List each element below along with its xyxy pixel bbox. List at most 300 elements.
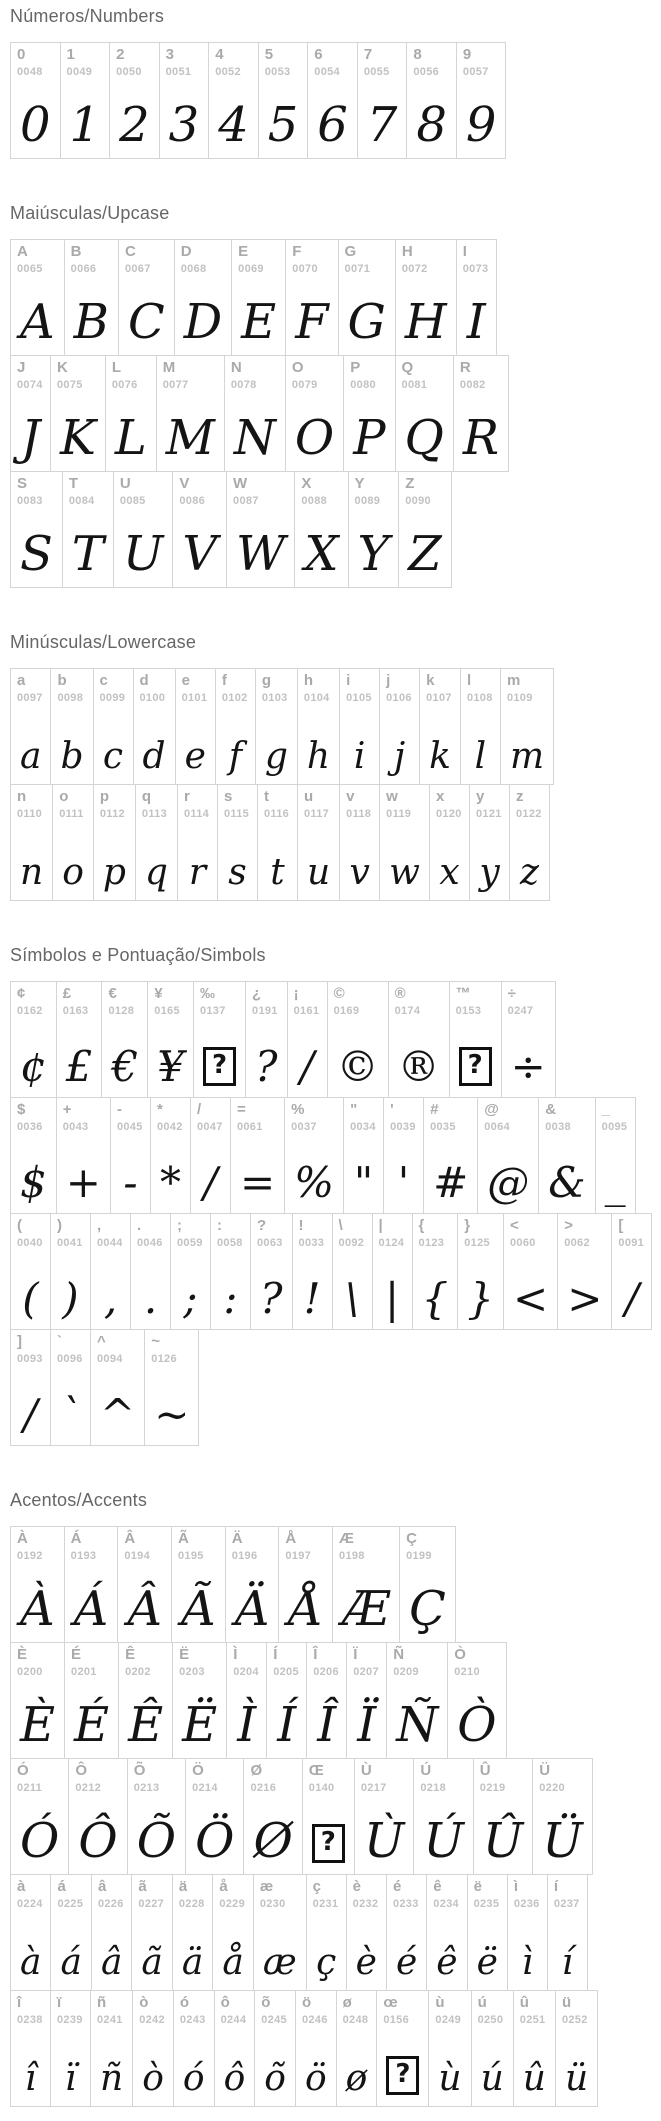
glyph-row xyxy=(10,239,661,356)
glyph-cell xyxy=(460,668,501,785)
glyph-preview: é xyxy=(395,1941,418,1983)
cell-character-label: : xyxy=(217,1217,222,1234)
cell-character-label: z xyxy=(515,788,524,805)
glyph-cell xyxy=(215,668,256,785)
glyph-row xyxy=(10,1758,661,1875)
glyph-preview: Ï xyxy=(357,1696,377,1753)
glyph-cell xyxy=(135,784,178,901)
cell-unicode-code: 0209 xyxy=(393,1665,419,1678)
glyph-preview: } xyxy=(467,1274,494,1324)
glyph-cell xyxy=(306,1642,347,1759)
glyph-cell xyxy=(90,1329,145,1446)
glyph-cell xyxy=(10,1758,69,1875)
glyph-preview: Ë xyxy=(182,1696,218,1753)
glyph-preview: Î xyxy=(317,1696,337,1753)
glyph-preview: ö xyxy=(304,2057,327,2099)
cell-unicode-code: 0053 xyxy=(264,65,291,78)
cell-character-label: r xyxy=(183,788,190,805)
glyph-cell xyxy=(250,1213,293,1330)
cell-unicode-code: 0201 xyxy=(71,1665,97,1678)
glyph-preview: Í xyxy=(277,1696,297,1753)
glyph-cell xyxy=(56,981,103,1098)
glyph-cell xyxy=(383,1097,424,1214)
cell-character-label: A xyxy=(17,243,28,260)
glyph-cell xyxy=(132,1990,174,2107)
cell-character-label: Ë xyxy=(179,1646,190,1663)
section-heading: Maiúsculas/Upcase xyxy=(10,203,170,223)
cell-unicode-code: 0083 xyxy=(17,494,43,507)
glyph-preview: Ç xyxy=(409,1580,446,1637)
cell-character-label: 6 xyxy=(314,46,323,63)
glyph-preview: ® xyxy=(397,1042,440,1092)
section-heading: Acentos/Accents xyxy=(10,1490,148,1510)
cell-character-label: n xyxy=(17,788,27,805)
cell-character-label: Ç xyxy=(406,1530,417,1547)
cell-character-label: b xyxy=(57,672,67,689)
glyph-cell xyxy=(50,1329,91,1446)
glyph-preview: a xyxy=(20,735,42,777)
glyph-cell xyxy=(253,1874,307,1991)
font-section xyxy=(10,203,661,588)
glyph-preview: u xyxy=(306,851,331,893)
glyph-cell xyxy=(327,981,389,1098)
cell-character-label: C xyxy=(124,243,136,260)
cell-unicode-code: 0126 xyxy=(151,1352,177,1365)
glyph-preview: * xyxy=(159,1158,181,1208)
glyph-cell xyxy=(118,1642,173,1759)
glyph-row xyxy=(10,355,661,472)
glyph-row xyxy=(10,1097,661,1214)
cell-unicode-code: 0218 xyxy=(420,1781,447,1794)
glyph-cell xyxy=(413,1758,473,1875)
glyph-cell xyxy=(395,239,457,356)
glyph-cell xyxy=(456,42,507,159)
glyph-preview: : xyxy=(223,1274,238,1324)
glyph-cell xyxy=(307,42,358,159)
glyph-cell xyxy=(150,1097,191,1214)
cell-character-label: , xyxy=(97,1217,102,1234)
glyph-cell xyxy=(50,1213,91,1330)
cell-character-label: ¢ xyxy=(17,985,26,1002)
cell-unicode-code: 0049 xyxy=(66,65,93,78)
glyph-cell xyxy=(173,1990,215,2107)
cell-unicode-code: 0198 xyxy=(339,1549,365,1562)
cell-unicode-code: 0239 xyxy=(57,2013,83,2026)
glyph-cell xyxy=(285,355,344,472)
glyph-preview: R xyxy=(462,409,500,466)
cell-character-label: æ xyxy=(259,1878,274,1895)
cell-unicode-code: 0075 xyxy=(57,378,83,391)
cell-unicode-code: 0038 xyxy=(545,1120,571,1133)
glyph-cell xyxy=(90,1213,131,1330)
cell-character-label: É xyxy=(71,1646,82,1663)
cell-unicode-code: 0245 xyxy=(261,2013,287,2026)
glyph-cell xyxy=(398,471,451,588)
cell-character-label: ® xyxy=(394,985,406,1002)
glyph-preview: K xyxy=(60,409,96,466)
cell-character-label: 1 xyxy=(66,46,75,63)
cell-character-label: [ xyxy=(618,1217,624,1234)
cell-unicode-code: 0060 xyxy=(510,1236,536,1249)
glyph-preview: J xyxy=(20,409,41,466)
cell-character-label: u xyxy=(303,788,314,805)
glyph-cell xyxy=(10,1990,51,2107)
cell-unicode-code: 0216 xyxy=(250,1781,277,1794)
glyph-cell xyxy=(50,668,93,785)
glyph-cell xyxy=(507,1874,548,1991)
glyph-cell xyxy=(376,1990,429,2107)
cell-unicode-code: 0234 xyxy=(433,1897,459,1910)
cell-character-label: q xyxy=(141,788,152,805)
cell-character-label: " xyxy=(350,1101,358,1118)
glyph-preview: ä xyxy=(181,1941,204,1983)
cell-character-label: X xyxy=(301,475,312,492)
cell-character-label: ç xyxy=(312,1878,321,1895)
cell-unicode-code: 0165 xyxy=(154,1004,180,1017)
cell-unicode-code: 0117 xyxy=(303,807,330,820)
cell-character-label: Ï xyxy=(353,1646,358,1663)
cell-unicode-code: 0064 xyxy=(484,1120,510,1133)
glyph-cell xyxy=(532,1758,592,1875)
cell-character-label: ? xyxy=(257,1217,267,1234)
glyph-preview: G xyxy=(347,293,386,350)
cell-character-label: Â xyxy=(124,1530,136,1547)
glyph-preview: Y xyxy=(357,525,390,582)
glyph-cell xyxy=(156,355,225,472)
glyph-row xyxy=(10,1874,661,1991)
cell-unicode-code: 0235 xyxy=(473,1897,500,1910)
glyph-preview: x xyxy=(439,851,460,893)
glyph-preview: C xyxy=(127,293,165,350)
cell-unicode-code: 0035 xyxy=(430,1120,456,1133)
glyph-cell xyxy=(172,1642,227,1759)
glyph-cell xyxy=(208,42,259,159)
glyph-cell xyxy=(109,42,160,159)
glyph-preview: Ñ xyxy=(396,1696,439,1753)
cell-unicode-code: 0200 xyxy=(17,1665,43,1678)
cell-character-label: v xyxy=(346,788,355,805)
cell-unicode-code: 0104 xyxy=(303,691,330,704)
glyph-preview: U xyxy=(122,525,164,582)
glyph-cell xyxy=(68,1758,127,1875)
glyph-grid xyxy=(10,981,661,1446)
glyph-cell xyxy=(10,1329,51,1446)
glyph-cell xyxy=(477,1097,539,1214)
glyph-preview: / xyxy=(23,1390,38,1440)
cell-unicode-code: 0226 xyxy=(97,1897,124,1910)
cell-character-label: H xyxy=(401,243,413,260)
cell-character-label: N xyxy=(230,359,242,376)
cell-character-label: Î xyxy=(313,1646,318,1663)
cell-unicode-code: 0077 xyxy=(162,378,189,391)
glyph-cell xyxy=(217,784,258,901)
cell-unicode-code: 0206 xyxy=(313,1665,339,1678)
cell-character-label: & xyxy=(545,1101,557,1118)
cell-unicode-code: 0246 xyxy=(301,2013,328,2026)
cell-unicode-code: 0063 xyxy=(257,1236,283,1249)
cell-character-label: ‰ xyxy=(199,985,215,1002)
cell-character-label: < xyxy=(510,1217,519,1234)
glyph-row xyxy=(10,1990,661,2107)
cell-unicode-code: 0041 xyxy=(57,1236,83,1249)
glyph-cell xyxy=(453,355,509,472)
glyph-preview: ) xyxy=(62,1274,79,1324)
cell-unicode-code: 0056 xyxy=(413,65,440,78)
glyph-preview: ã xyxy=(141,1941,163,1983)
cell-character-label: Õ xyxy=(133,1762,146,1779)
cell-character-label: å xyxy=(219,1878,228,1895)
glyph-preview: 0 xyxy=(20,96,51,153)
glyph-preview: > xyxy=(567,1274,603,1324)
glyph-cell xyxy=(10,1526,65,1643)
cell-character-label: 5 xyxy=(264,46,274,63)
cell-unicode-code: 0058 xyxy=(217,1236,243,1249)
cell-unicode-code: 0051 xyxy=(165,65,192,78)
glyph-cell xyxy=(10,1874,51,1991)
glyph-cell xyxy=(379,668,420,785)
cell-unicode-code: 0243 xyxy=(179,2013,206,2026)
glyph-preview: Â xyxy=(127,1580,163,1637)
section-heading: Números/Numbers xyxy=(10,6,165,26)
glyph-preview: ~ xyxy=(154,1390,190,1440)
glyph-preview: Z xyxy=(408,525,442,582)
cell-character-label: õ xyxy=(261,1994,271,2011)
cell-character-label: Í xyxy=(273,1646,278,1663)
glyph-cell xyxy=(339,668,380,785)
cell-unicode-code: 0229 xyxy=(219,1897,246,1910)
glyph-preview: Ó xyxy=(20,1812,60,1869)
glyph-preview: k xyxy=(429,735,451,777)
glyph-preview: ó xyxy=(182,2057,205,2099)
glyph-cell xyxy=(501,981,556,1098)
glyph-preview: û xyxy=(522,2057,546,2099)
glyph-cell xyxy=(130,1213,171,1330)
cell-character-label: _ xyxy=(601,1101,610,1118)
glyph-preview: Ò xyxy=(457,1696,497,1753)
glyph-cell xyxy=(231,239,286,356)
glyph-preview: © xyxy=(336,1042,379,1092)
cell-unicode-code: 0237 xyxy=(553,1897,580,1910)
cell-character-label: 9 xyxy=(462,46,472,63)
glyph-preview: 1 xyxy=(69,96,101,153)
cell-unicode-code: 0054 xyxy=(314,65,340,78)
cell-character-label: û xyxy=(519,1994,529,2011)
cell-unicode-code: 0108 xyxy=(466,691,493,704)
cell-character-label: T xyxy=(68,475,79,492)
glyph-cell xyxy=(386,1642,448,1759)
glyph-row xyxy=(10,1213,661,1330)
cell-character-label: ( xyxy=(17,1217,22,1234)
glyph-preview: / xyxy=(203,1158,218,1208)
cell-character-label: Ú xyxy=(420,1762,432,1779)
glyph-preview: s xyxy=(228,851,247,893)
cell-character-label: ^ xyxy=(97,1333,106,1350)
glyph-preview: ? xyxy=(255,1042,278,1092)
cell-character-label: ¡ xyxy=(293,985,299,1002)
cell-character-label: î xyxy=(17,1994,22,2011)
cell-character-label: ø xyxy=(342,1994,352,2011)
glyph-preview: p xyxy=(102,851,126,893)
glyph-preview: ò xyxy=(142,2057,164,2099)
cell-unicode-code: 0244 xyxy=(220,2013,247,2026)
glyph-preview: Ü xyxy=(542,1812,583,1869)
glyph-cell xyxy=(343,355,395,472)
cell-unicode-code: 0072 xyxy=(401,262,428,275)
glyph-cell xyxy=(379,784,430,901)
cell-unicode-code: 0193 xyxy=(70,1549,97,1562)
glyph-cell xyxy=(399,1526,456,1643)
notdef-box-icon: ? xyxy=(459,1047,492,1086)
glyph-preview: < xyxy=(513,1274,549,1324)
cell-character-label: . xyxy=(137,1217,142,1234)
cell-character-label: t xyxy=(263,788,269,805)
glyph-grid xyxy=(10,239,661,588)
glyph-preview: " xyxy=(353,1158,374,1208)
cell-character-label: = xyxy=(236,1101,246,1118)
glyph-cell xyxy=(258,42,309,159)
cell-character-label: Ä xyxy=(231,1530,243,1547)
cell-character-label: ü xyxy=(561,1994,572,2011)
glyph-preview: T xyxy=(71,525,104,582)
glyph-preview: Ä xyxy=(234,1580,270,1637)
cell-unicode-code: 0121 xyxy=(475,807,502,820)
glyph-cell xyxy=(10,42,61,159)
glyph-cell xyxy=(294,471,348,588)
cell-character-label: Œ xyxy=(308,1762,324,1779)
cell-character-label: # xyxy=(430,1101,439,1118)
cell-character-label: ÷ xyxy=(507,985,516,1002)
glyph-preview: t xyxy=(270,851,285,893)
cell-character-label: P xyxy=(350,359,361,376)
cell-unicode-code: 0207 xyxy=(353,1665,379,1678)
cell-unicode-code: 0105 xyxy=(346,691,372,704)
glyph-preview: ÷ xyxy=(510,1042,546,1092)
cell-unicode-code: 0214 xyxy=(192,1781,218,1794)
missing-glyph-box xyxy=(383,2026,422,2103)
cell-unicode-code: 0046 xyxy=(137,1236,163,1249)
glyph-cell xyxy=(297,784,340,901)
section-heading: Minúsculas/Lowercase xyxy=(10,632,197,652)
cell-character-label: | xyxy=(378,1217,383,1234)
cell-unicode-code: 0247 xyxy=(507,1004,534,1017)
cell-unicode-code: 0045 xyxy=(116,1120,143,1133)
cell-character-label: g xyxy=(261,672,272,689)
glyph-preview: Ù xyxy=(363,1812,405,1869)
cell-character-label: € xyxy=(108,985,117,1002)
glyph-cell xyxy=(62,471,114,588)
cell-unicode-code: 0197 xyxy=(285,1549,312,1562)
glyph-preview: = xyxy=(239,1158,276,1208)
cell-character-label: Q xyxy=(401,359,414,376)
glyph-preview: \ xyxy=(344,1274,360,1324)
cell-unicode-code: 0110 xyxy=(17,807,43,820)
cell-character-label: ô xyxy=(220,1994,230,2011)
cell-unicode-code: 0124 xyxy=(378,1236,405,1249)
cell-character-label: \ xyxy=(338,1217,343,1234)
cell-unicode-code: 0082 xyxy=(459,378,486,391)
cell-character-label: B xyxy=(70,243,82,260)
cell-character-label: Ô xyxy=(75,1762,88,1779)
glyph-cell xyxy=(473,1758,533,1875)
glyph-preview: à xyxy=(20,1941,42,1983)
glyph-preview: e xyxy=(184,735,206,777)
font-section xyxy=(10,6,661,159)
cell-unicode-code: 0055 xyxy=(363,65,390,78)
cell-character-label: h xyxy=(303,672,314,689)
glyph-cell xyxy=(214,1990,256,2107)
glyph-cell xyxy=(419,668,461,785)
glyph-cell xyxy=(447,1642,506,1759)
glyph-preview: f xyxy=(228,735,243,777)
cell-unicode-code: 0161 xyxy=(293,1004,320,1017)
cell-character-label: f xyxy=(221,672,227,689)
cell-unicode-code: 0099 xyxy=(99,691,126,704)
glyph-preview: È xyxy=(20,1696,56,1753)
glyph-cell xyxy=(10,668,51,785)
cell-character-label: ñ xyxy=(97,1994,107,2011)
cell-unicode-code: 0069 xyxy=(238,262,264,275)
cell-character-label: @ xyxy=(484,1101,499,1118)
glyph-preview: X xyxy=(304,525,339,582)
cell-character-label: Ê xyxy=(125,1646,136,1663)
cell-unicode-code: 0067 xyxy=(124,262,151,275)
cell-unicode-code: 0251 xyxy=(519,2013,546,2026)
glyph-cell xyxy=(346,1874,387,1991)
glyph-cell xyxy=(118,239,175,356)
cell-unicode-code: 0204 xyxy=(233,1665,259,1678)
cell-unicode-code: 0103 xyxy=(261,691,288,704)
cell-character-label: Ã xyxy=(178,1530,189,1547)
glyph-preview: ë xyxy=(476,1941,498,1983)
cell-character-label: w xyxy=(386,788,398,805)
cell-character-label: ` xyxy=(57,1333,62,1350)
cell-unicode-code: 0232 xyxy=(352,1897,379,1910)
cell-character-label: 2 xyxy=(116,46,125,63)
cell-unicode-code: 0194 xyxy=(124,1549,151,1562)
glyph-preview: â xyxy=(100,1941,123,1983)
glyph-cell xyxy=(426,1874,467,1991)
glyph-preview: 8 xyxy=(416,96,447,153)
cell-unicode-code: 0084 xyxy=(68,494,95,507)
cell-unicode-code: 0039 xyxy=(390,1120,416,1133)
cell-unicode-code: 0195 xyxy=(178,1549,204,1562)
cell-unicode-code: 0228 xyxy=(178,1897,205,1910)
glyph-cell xyxy=(101,981,148,1098)
cell-character-label: y xyxy=(475,788,485,805)
glyph-cell xyxy=(175,668,216,785)
cell-unicode-code: 0076 xyxy=(111,378,138,391)
cell-unicode-code: 0086 xyxy=(179,494,206,507)
glyph-preview: d xyxy=(142,735,166,777)
cell-character-label: I xyxy=(462,243,467,260)
cell-unicode-code: 0061 xyxy=(236,1120,263,1133)
glyph-preview: M xyxy=(165,409,215,466)
cell-unicode-code: 0203 xyxy=(179,1665,205,1678)
cell-unicode-code: 0068 xyxy=(180,262,207,275)
cell-character-label: Ù xyxy=(360,1762,372,1779)
glyph-cell xyxy=(159,42,210,159)
cell-character-label: c xyxy=(99,672,108,689)
glyph-preview: ; xyxy=(183,1274,198,1324)
cell-unicode-code: 0140 xyxy=(308,1781,335,1794)
cell-unicode-code: 0107 xyxy=(426,691,452,704)
cell-unicode-code: 0111 xyxy=(59,807,84,820)
glyph-preview: z xyxy=(520,851,539,893)
glyph-cell xyxy=(60,42,111,159)
glyph-preview: å xyxy=(222,1941,244,1983)
glyph-preview: ô xyxy=(223,2057,246,2099)
cell-unicode-code: 0250 xyxy=(477,2013,504,2026)
